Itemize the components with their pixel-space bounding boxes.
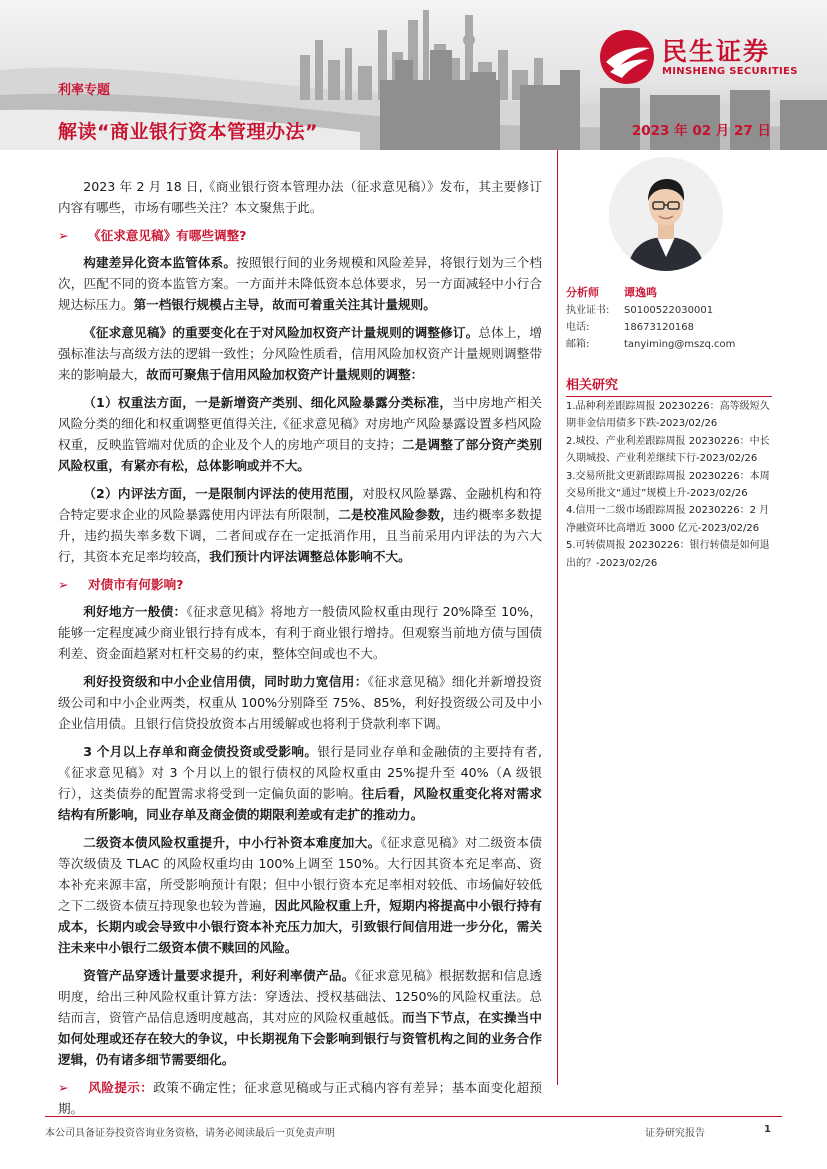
report-date: 2023 年 02 月 27 日: [631, 123, 771, 139]
section-heading-adjustments: ➢ 《征求意见稿》有哪些调整?: [58, 225, 542, 246]
column-divider: [557, 150, 558, 1085]
related-research-item[interactable]: 4.信用一二级市场跟踪周报 20230226：2 月净融资环比高增近 3000 亿元-2023/02/26: [566, 505, 770, 534]
analyst-email-link[interactable]: tanyiming@mszq.com: [624, 339, 736, 350]
minsheng-logo-icon: [598, 28, 656, 86]
bullet-arrow-icon: ➢: [58, 1080, 69, 1095]
paragraph: 利好投资级和中小企业信用债，同时助力宽信用：《征求意见稿》细化并新增投资级公司和中小企业两类，权重从 100%分别降至 75%、85%，利好投资级公司及中小企业信用债。且银行信贷投放资本占用缓解或也将利于贷款利率下调。: [58, 674, 543, 731]
related-research-item[interactable]: 1.品种利差跟踪周报 20230226：高等级短久期非金信用债多下跌-2023/02/26: [566, 401, 770, 430]
paragraph: 利好地方一般债：《征求意见稿》将地方一般债风险权重由现行 20%降至 10%，能够一定程度减少商业银行持有成本，有利于商业银行增持。但观察当前地方债与国债利差、资金面趋紧对杠杆交易的约束，整体空间或也不大。: [58, 604, 542, 661]
section-heading-bond-impact: ➢ 对债市有何影响?: [58, 574, 542, 595]
risk-warning: ➢ 风险提示：政策不确定性；征求意见稿或与正式稿内容有差异；基本面变化超预期。: [58, 1077, 542, 1119]
paragraph: 二级资本债风险权重提升，中小行补资本难度加大。《征求意见稿》对二级资本债等次级债及 TLAC 的风险权重均由 100%上调至 150%。大行因其资本充足率高、资本补充来源丰富，所受影响预计有限；但中小银行资本充足率相对较低、市场偏好较低之下二级资本债互持现象也较为普遍，因此风险权重上升，短期内将提高中小银行持有成本，长期内或会导致中小银行资本补充压力加大，引致银行间信用进一步分化，需关注未来中小银行二级资本债不赎回的风险。: [58, 835, 543, 955]
bullet-arrow-icon: ➢: [58, 577, 69, 592]
logo-english-name: MINSHENG SECURITIES: [662, 66, 798, 77]
report-category: 利率专题: [58, 83, 111, 98]
intro-paragraph: 2023 年 2 月 18 日,《商业银行资本管理办法（征求意见稿）》发布，其主要修订内容有哪些，市场有哪些关注？本文聚焦于此。: [58, 179, 542, 215]
related-research-item[interactable]: 2.城投、产业利差跟踪周报 20230226：中长久期城投、产业利差继续下行-2023/02/26: [566, 435, 770, 465]
paragraph: 3 个月以上存单和商金债投资或受影响。银行是同业存单和金融债的主要持有者,《征求意见稿》对 3 个月以上的银行债权的风险权重由 25%提升至 40%（A 级银行），这类债券的配置需求将受到一定偏负面的影响。往后看，风险权重变化将对需求结构有所影响，同业存单及商金债的期限利差或有走扩的推动力。: [58, 744, 542, 822]
paragraph: 《征求意见稿》的重要变化在于对风险加权资产计量规则的调整修订。总体上，增强标准法与高级方法的逻辑一致性；分风险性质看，信用风险加权资产计量规则调整带来的影响最大，故而可聚焦于信用风险加权资产计量规则的调整：: [58, 325, 543, 382]
footer-report-type: 证券研究报告: [645, 1128, 705, 1139]
footer-divider: [45, 1116, 782, 1117]
logo-chinese-name: 民生证券: [662, 37, 771, 66]
related-research-item[interactable]: 5.可转债周报 20230226：银行转债是如何退出的？-2023/02/26: [566, 540, 770, 569]
related-research-list: [566, 398, 772, 572]
analyst-photo: [609, 157, 723, 271]
related-research-item[interactable]: 3.交易所批文更新跟踪周报 20230226：本周交易所批文“通过”规模上升-2023/02/26: [566, 470, 770, 500]
related-research-title: 相关研究: [566, 374, 772, 397]
analyst-phone-row: 电话: 18673120168: [566, 322, 694, 333]
analyst-email-row: 邮箱: tanyiming@mszq.com: [566, 339, 736, 350]
report-title: 解读“商业银行资本管理办法”: [58, 121, 318, 143]
header-banner: [0, 0, 827, 150]
main-content: [58, 176, 542, 1126]
paragraph: 资管产品穿透计量要求提升，利好利率债产品。《征求意见稿》根据数据和信息透明度，给出三种风险权重计算方法：穿透法、授权基础法、1250%的风险权重法。总结而言，资管产品信息透明度越高，其对应的风险权重越低。而当下节点，在实操当中如何处理或还存在较大的争议，中长期视角下会影响到银行与资管机构之间的业务合作逻辑，仍有诸多细节需要细化。: [58, 968, 543, 1067]
page-number: 1: [764, 1124, 771, 1135]
minsheng-logo: [598, 28, 808, 86]
analyst-name-row: 分析师 谭逸鸣: [566, 286, 657, 299]
paragraph: （1）权重法方面，一是新增资产类别、细化风险暴露分类标准，当中房地产相关风险分类的细化和权重调整更值得关注,《征求意见稿》对房地产风险暴露设置多档风险权重，反映监管端对优质的企业及个人的房地产项目的支持；二是调整了部分资产类别风险权重，有紧亦有松，总体影响或并不大。: [58, 395, 543, 473]
paragraph: 构建差异化资本监管体系。按照银行间的业务规模和风险差异，将银行划为三个档次，匹配不同的资本监管方案。一方面并未降低资本总体要求，另一方面减轻中小行合规达标压力。第一档银行规模占主导，故而可着重关注其计量规则。: [58, 255, 543, 312]
footer-disclaimer: 本公司具备证券投资咨询业务资格，请务必阅读最后一页免责声明: [45, 1128, 335, 1139]
analyst-portrait-image: [609, 157, 723, 271]
paragraph: （2）内评法方面，一是限制内评法的使用范围，对股权风险暴露、金融机构和符合特定要求企业的风险暴露使用内评法有所限制，二是校准风险参数，违约概率多数提升，违约损失率多数下调，二者间或存在一定抵消作用，且当前采用内评法的为六大行，其资本充足率均较高，我们预计内评法调整总体影响不大。: [58, 486, 543, 564]
bullet-arrow-icon: ➢: [58, 228, 69, 243]
analyst-cert-row: 执业证书: S0100522030001: [566, 305, 714, 316]
analyst-name: 谭逸鸣: [624, 286, 657, 299]
